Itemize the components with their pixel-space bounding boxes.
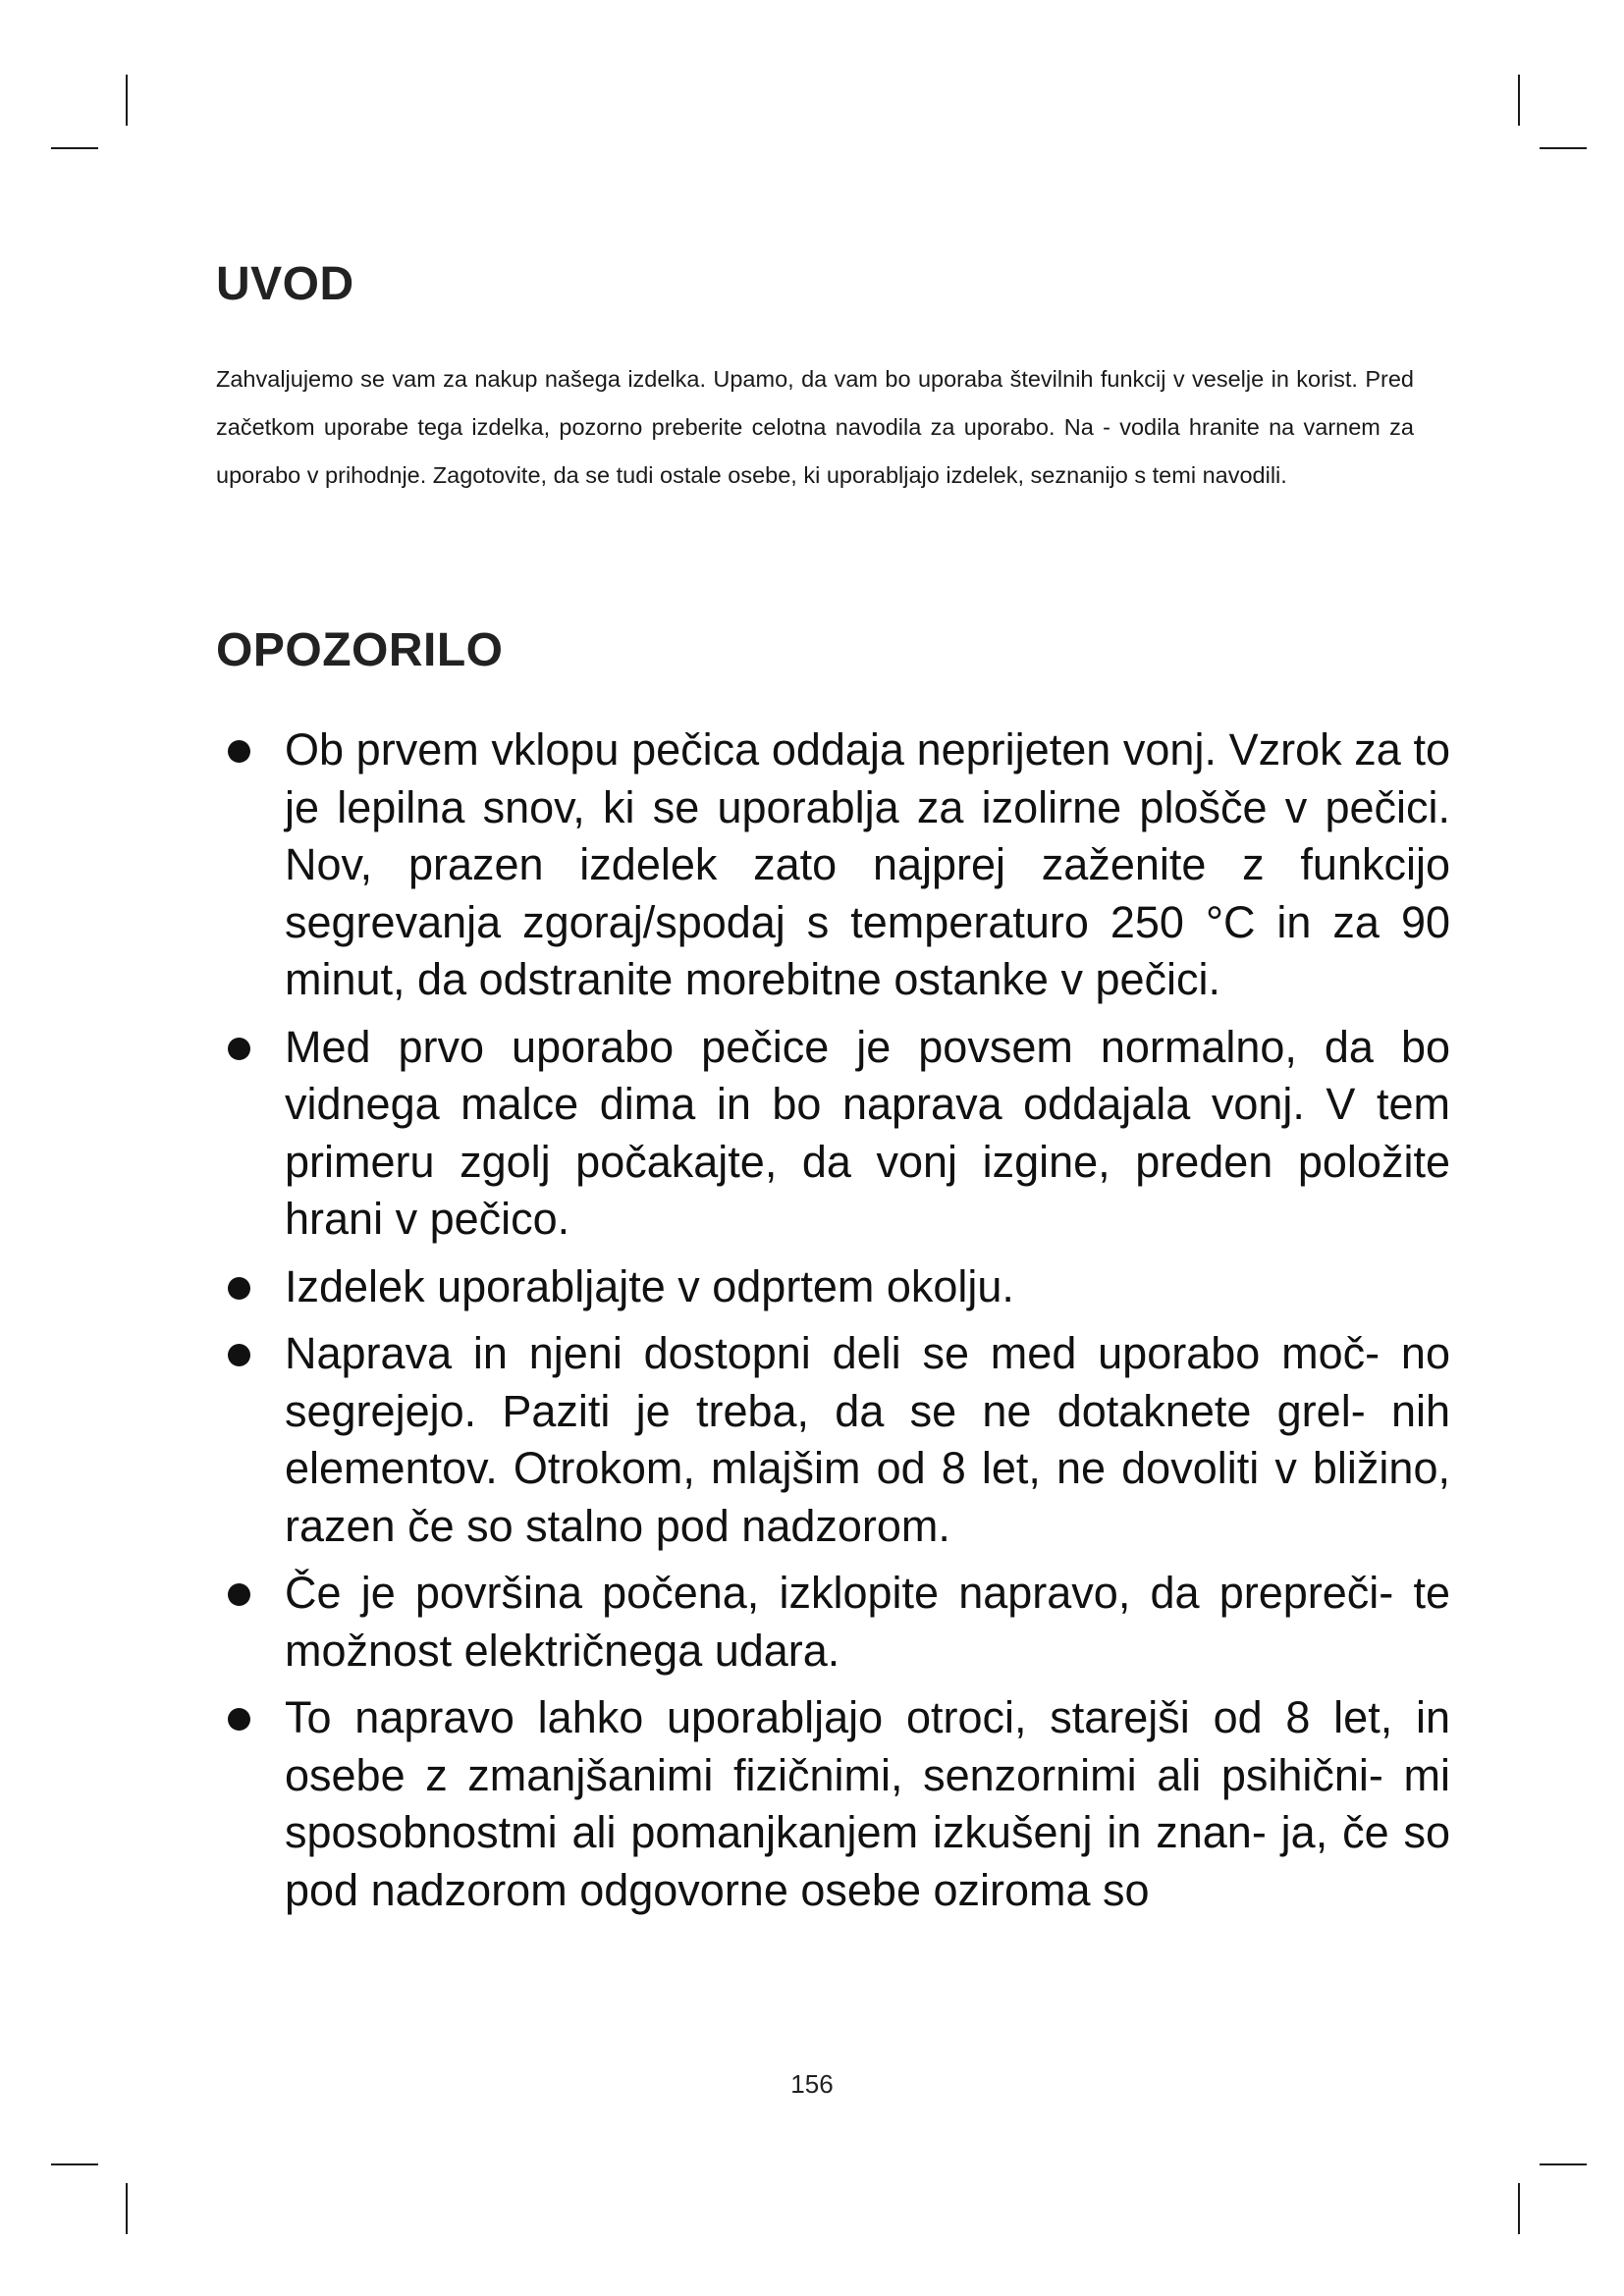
warning-list — [228, 721, 1450, 1929]
list-item — [228, 721, 1450, 1009]
crop-mark — [51, 147, 98, 149]
bullet-icon — [228, 1708, 250, 1731]
crop-mark — [1540, 147, 1587, 149]
list-item — [228, 1565, 1450, 1680]
crop-mark — [1518, 2183, 1520, 2234]
warning-text: Ob prvem vklopu pečica oddaja neprijeten vonj. Vzrok za to je lepilna snov, ki se uporablja za izolirne plošče v pečici. Nov, prazen izdelek zato najprej zaženite z funkcijo segrevanja zgoraj/spodaj s temperaturo 250 °C in za 90 minut, da odstranite morebitne ostanke v pečici. — [285, 724, 1450, 1004]
intro-paragraph: Zahvaljujemo se vam za nakup našega izdelka. Upamo, da vam bo uporaba številnih funkcij v veselje in korist. Pred začetkom uporabe tega izdelka, pozorno preberite celotna navodila za uporabo. Na - vodila hranite na varnem za uporabo v prihodnje. Zagotovite, da se tudi ostale osebe, ki uporabljajo izdelek, seznanijo s temi navodili. — [216, 366, 1414, 488]
list-item — [228, 1689, 1450, 1919]
crop-mark — [126, 2183, 128, 2234]
list-item — [228, 1325, 1450, 1555]
bullet-icon — [228, 1583, 250, 1606]
warning-text: To napravo lahko uporabljajo otroci, starejši od 8 let, in osebe z zmanjšanimi fizičnimi, senzornimi ali psihični- mi sposobnostmi ali pomanjkanjem izkušenj in znan- ja, če so pod nadzorom odgovorne osebe oziroma so — [285, 1692, 1450, 1915]
section-title-intro: UVOD — [216, 258, 354, 310]
warning-text: Naprava in njeni dostopni deli se med uporabo moč- no segrejejo. Paziti je treba, da se ne dotaknete grel- nih elementov. Otrokom, mlajšim od 8 let, ne dovoliti v bližino, razen če so stalno pod nadzorom. — [285, 1328, 1450, 1551]
warning-text: Izdelek uporabljajte v odprtem okolju. — [285, 1260, 1014, 1311]
crop-mark — [51, 2163, 98, 2165]
warning-text: Med prvo uporabo pečice je povsem normalno, da bo vidnega malce dima in bo naprava oddajala vonj. V tem primeru zgolj počakajte, da vonj izgine, preden položite hrani v pečico. — [285, 1021, 1450, 1244]
crop-mark — [1540, 2163, 1587, 2165]
bullet-icon — [228, 1344, 250, 1366]
page-number: 156 — [790, 2069, 834, 2099]
warning-text: Če je površina počena, izklopite napravo, da prepreči- te možnost električnega udara. — [285, 1568, 1450, 1676]
list-item — [228, 1258, 1450, 1316]
bullet-icon — [228, 1038, 250, 1060]
crop-mark — [1518, 75, 1520, 126]
bullet-icon — [228, 1277, 250, 1300]
bullet-icon — [228, 740, 250, 763]
section-title-warning: OPOZORILO — [216, 624, 504, 676]
list-item — [228, 1019, 1450, 1249]
crop-mark — [126, 75, 128, 126]
